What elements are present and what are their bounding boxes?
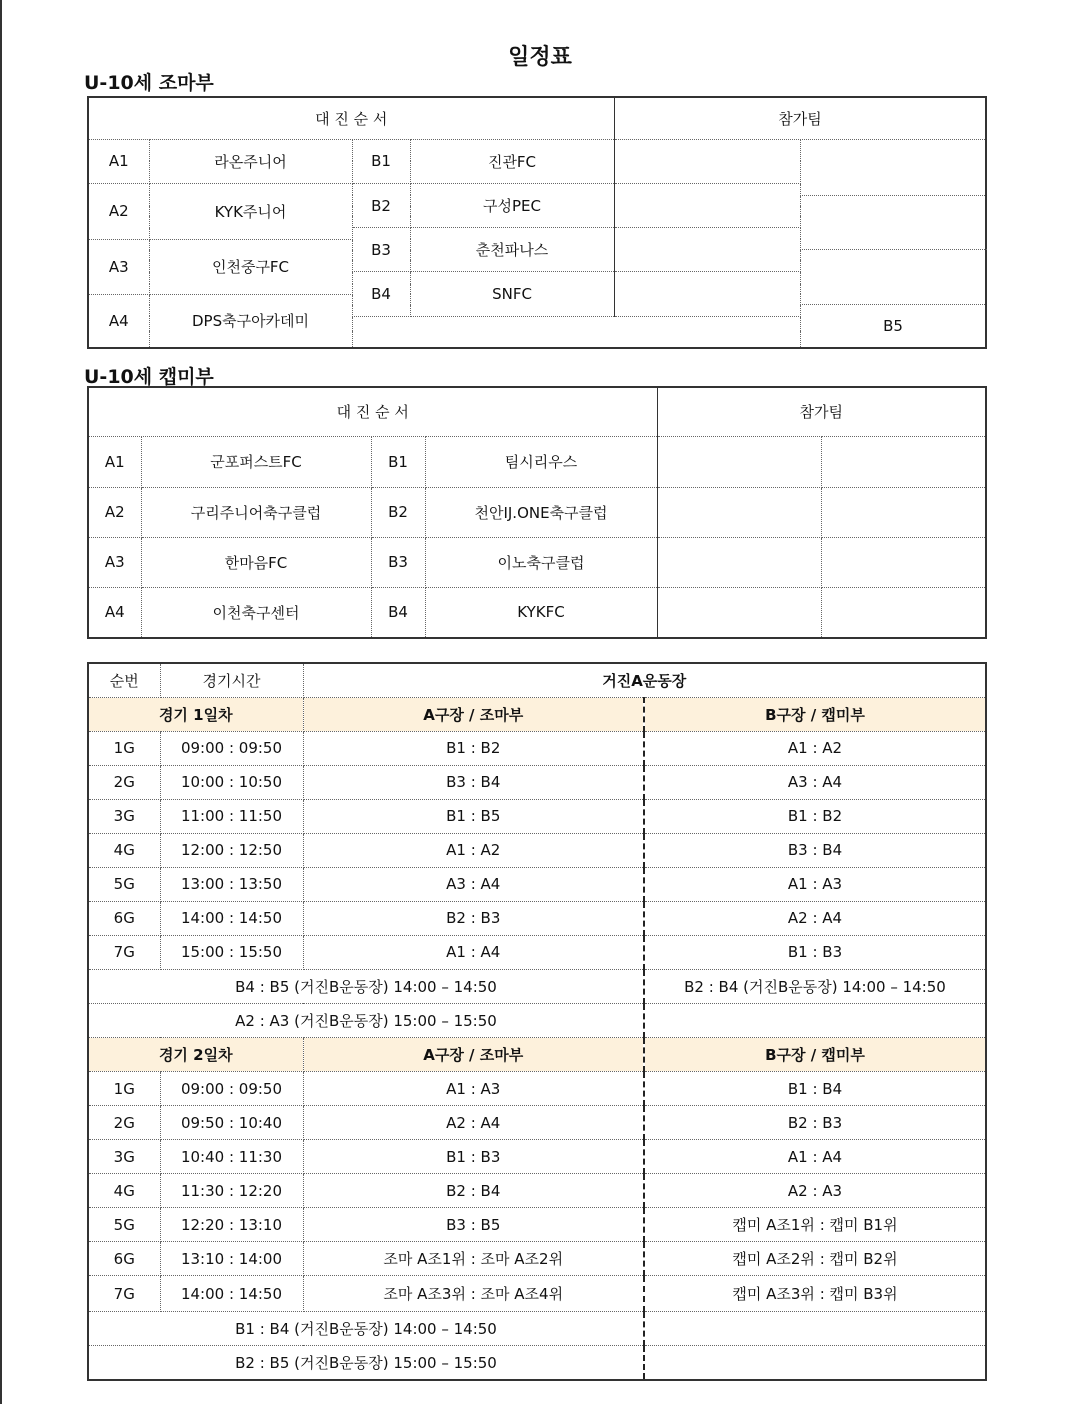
participant-cell [657,587,821,638]
table-row [88,1106,986,1140]
b-team-name: 구성PEC [410,183,614,227]
a-team-code: A3 [88,239,149,294]
b-team-name: 춘천파나스 [410,228,614,272]
game-no: 5G [88,867,160,901]
b-team-name: 팀시리우스 [425,436,657,487]
b-team-name: 이노축구클럽 [425,537,657,587]
b-team-code: B4 [371,587,425,638]
game-time: 11:30 : 12:20 [160,1174,303,1208]
field-b-match: 캡미 A조3위 : 캡미 B3위 [644,1276,986,1312]
participant-cell [821,537,986,587]
b-team-name: 천안IJ.ONE축구클럽 [425,487,657,537]
section-heading-kaemi: U-10세 캡미부 [84,366,214,388]
field-a-match: 조마 A조1위 : 조마 A조2위 [303,1242,644,1276]
b-team-code: B1 [352,139,410,183]
b-team-code: B1 [371,436,425,487]
table-row [88,867,986,901]
game-time: 09:00 : 09:50 [160,1072,303,1106]
a-team-code: A4 [88,294,149,348]
participant-cell [821,587,986,638]
field-a-match: B2 : B3 [303,901,644,935]
game-no: 3G [88,1140,160,1174]
b-team-name: 진관FC [410,139,614,183]
field-a-match: B3 : B5 [303,1208,644,1242]
field-a-match: A1 : A4 [303,935,644,969]
b-team-name: KYKFC [425,587,657,638]
participant-cell [614,139,800,183]
participants-header: 참가팀 [657,387,986,436]
table-row [88,1276,986,1312]
field-b-match: A2 : A4 [644,901,986,935]
game-no: 4G [88,833,160,867]
a-team-code: A1 [88,139,149,183]
field-a-match: B1 : B2 [303,731,644,765]
venue-header: 거진A운동장 [303,663,986,697]
field-b-header: B구장 / 캡미부 [644,1038,986,1072]
participant-cell [821,487,986,537]
participant-cell [614,228,800,272]
b-team-code: B2 [371,487,425,537]
field-b-match: 캡미 A조1위 : 캡미 B1위 [644,1208,986,1242]
extra-match-b [644,1003,986,1037]
participant-cell [800,250,986,305]
b-team-code: B4 [352,272,410,316]
field-a-match: A1 : A2 [303,833,644,867]
field-a-match: A1 : A3 [303,1072,644,1106]
field-b-match: A1 : A2 [644,731,986,765]
field-b-match: B1 : B2 [644,799,986,833]
extra-match-a: B1 : B4 (거진B운동장) 14:00 – 14:50 [88,1312,644,1346]
table-row [88,799,986,833]
field-a-match: B2 : B4 [303,1174,644,1208]
table-row [88,969,986,1003]
participant-cell [657,436,821,487]
game-time: 14:00 : 14:50 [160,901,303,935]
participant-cell [800,139,986,195]
col-header-time: 경기시간 [160,663,303,697]
a-team-name: DPS축구아카데미 [149,294,352,348]
game-no: 2G [88,765,160,799]
section-heading-joma: U-10세 조마부 [84,72,214,94]
match-schedule-table [87,662,987,1381]
table-row [88,1346,986,1380]
field-a-header: A구장 / 조마부 [303,697,644,731]
game-time: 14:00 : 14:50 [160,1276,303,1312]
game-time: 13:10 : 14:00 [160,1242,303,1276]
field-a-match: B1 : B5 [303,799,644,833]
joma-bracket-table [87,96,987,349]
bracket-order-header: 대 진 순 서 [88,97,614,139]
field-a-match: A3 : A4 [303,867,644,901]
field-b-match: 캡미 A조2위 : 캡미 B2위 [644,1242,986,1276]
game-time: 10:00 : 10:50 [160,765,303,799]
page-left-border [0,0,2,1404]
table-row [88,1140,986,1174]
a-team-name: 라온주니어 [149,139,352,183]
b-team-code: B3 [371,537,425,587]
field-a-match: B3 : B4 [303,765,644,799]
a-team-name: 군포퍼스트FC [141,436,371,487]
field-a-match: A2 : A4 [303,1106,644,1140]
field-b-match: A2 : A3 [644,1174,986,1208]
game-time: 12:00 : 12:50 [160,833,303,867]
extra-match-b [644,1312,986,1346]
field-b-match: B3 : B4 [644,833,986,867]
field-a-match: B1 : B3 [303,1140,644,1174]
extra-match-a: A2 : A3 (거진B운동장) 15:00 – 15:50 [88,1003,644,1037]
game-no: 6G [88,901,160,935]
field-b-match: B1 : B4 [644,1072,986,1106]
game-no: 1G [88,731,160,765]
a-team-code: A4 [88,587,141,638]
table-row [88,765,986,799]
extra-match-b [644,1346,986,1380]
participants-header: 참가팀 [614,97,986,139]
field-b-header: B구장 / 캡미부 [644,697,986,731]
b-team-name: SNFC [410,272,614,316]
a-team-name: 구리주니어축구클럽 [141,487,371,537]
day-label: 경기 1일차 [88,697,303,731]
extra-match-b: B2 : B4 (거진B운동장) 14:00 – 14:50 [644,969,986,1003]
field-b-match: A3 : A4 [644,765,986,799]
a-team-code: A3 [88,537,141,587]
extra-match-a: B4 : B5 (거진B운동장) 14:00 – 14:50 [88,969,644,1003]
participant-cell [614,272,800,316]
game-no: 4G [88,1174,160,1208]
b-team-code: B2 [352,183,410,227]
page-title: 일정표 [508,45,572,70]
a-team-name: 한마음FC [141,537,371,587]
col-header-no: 순번 [88,663,160,697]
game-no: 5G [88,1208,160,1242]
game-no: 3G [88,799,160,833]
a-team-code: A2 [88,183,149,239]
game-no: 7G [88,1276,160,1312]
field-a-header: A구장 / 조마부 [303,1038,644,1072]
participant-cell [657,487,821,537]
table-row [88,1003,986,1037]
kaemi-bracket-table [87,386,987,639]
game-time: 09:50 : 10:40 [160,1106,303,1140]
table-row [88,731,986,765]
a-team-name: 인천중구FC [149,239,352,294]
game-time: 10:40 : 11:30 [160,1140,303,1174]
participant-cell [800,195,986,250]
table-row [88,901,986,935]
game-no: 2G [88,1106,160,1140]
a-team-name: 이천축구센터 [141,587,371,638]
table-row [88,833,986,867]
table-row [88,1072,986,1106]
field-b-match: A1 : A4 [644,1140,986,1174]
participant-cell [614,183,800,227]
game-time: 11:00 : 11:50 [160,799,303,833]
table-row [88,1312,986,1346]
table-row [88,1174,986,1208]
b-team-code: B5 [800,305,986,348]
game-time: 09:00 : 09:50 [160,731,303,765]
bracket-order-header: 대 진 순 서 [88,387,657,436]
b-team-code: B3 [352,228,410,272]
field-b-match: A1 : A3 [644,867,986,901]
a-team-code: A2 [88,487,141,537]
participant-cell [657,537,821,587]
table-row [88,935,986,969]
participant-cell [821,436,986,487]
table-row [88,1208,986,1242]
a-team-code: A1 [88,436,141,487]
game-no: 7G [88,935,160,969]
game-no: 6G [88,1242,160,1276]
field-b-match: B1 : B3 [644,935,986,969]
game-no: 1G [88,1072,160,1106]
game-time: 15:00 : 15:50 [160,935,303,969]
field-a-match: 조마 A조3위 : 조마 A조4위 [303,1276,644,1312]
a-team-name: KYK주니어 [149,183,352,239]
day-label: 경기 2일차 [88,1038,303,1072]
table-row [88,1242,986,1276]
game-time: 13:00 : 13:50 [160,867,303,901]
extra-match-a: B2 : B5 (거진B운동장) 15:00 – 15:50 [88,1346,644,1380]
game-time: 12:20 : 13:10 [160,1208,303,1242]
field-b-match: B2 : B3 [644,1106,986,1140]
